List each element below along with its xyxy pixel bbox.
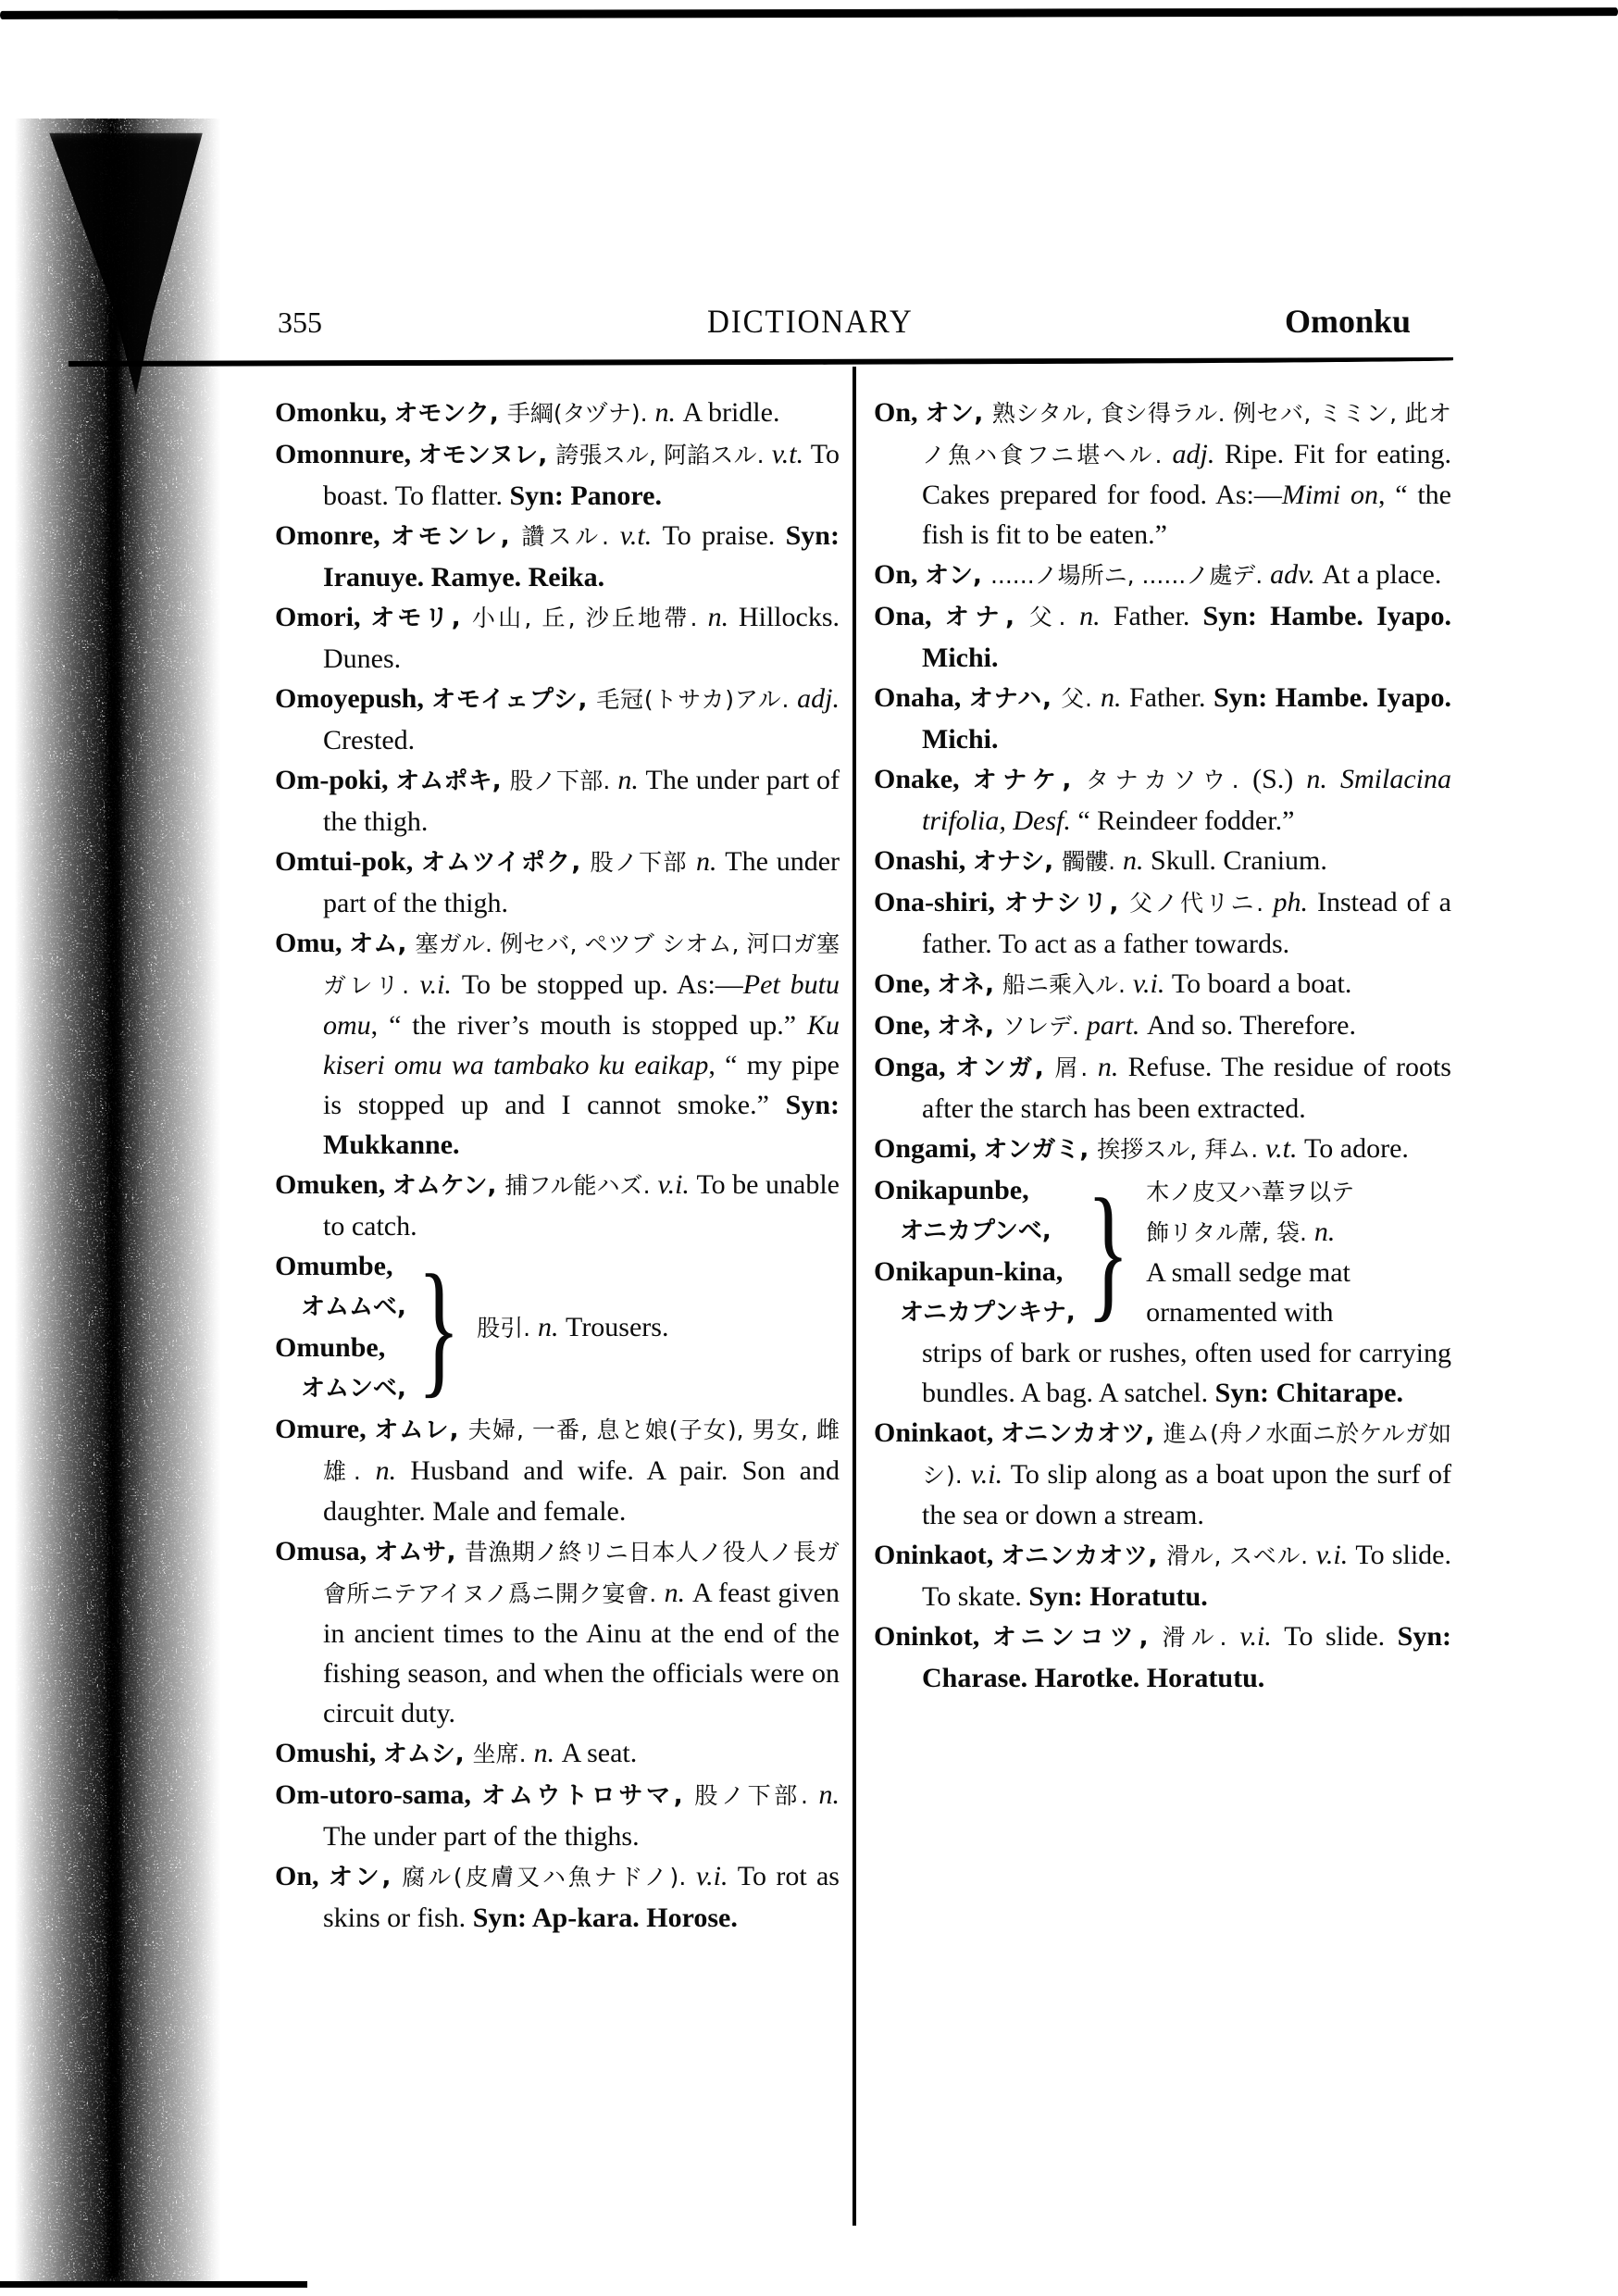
pos-text: v.i.	[1132, 968, 1172, 999]
text-run: ornamented with	[1146, 1297, 1334, 1328]
brace-headwords	[874, 1170, 1076, 1333]
pos-text: n.	[1079, 601, 1114, 631]
kana-text: オネ,	[937, 1013, 1003, 1041]
dictionary-entry	[874, 1005, 1451, 1047]
hw-text: One,	[874, 968, 938, 999]
dictionary-entry	[275, 679, 840, 760]
syn-text: Syn: Ap-kara. Horose.	[472, 1903, 738, 1933]
text-run: To boast. To flatter.	[323, 439, 840, 511]
ja-text: 屑.	[1054, 1054, 1098, 1081]
dictionary-entry	[275, 1733, 840, 1775]
ja-text: 父ノ代リニ.	[1128, 890, 1274, 917]
hw-text: Omonku,	[275, 397, 394, 428]
kana-text: オニカプンキナ,	[900, 1299, 1076, 1327]
syn-text: Syn: Mukkanne.	[323, 1090, 840, 1160]
brace-icon: }	[1086, 1167, 1130, 1335]
hw-text: Oninkaot,	[874, 1417, 1001, 1448]
entry-line	[1146, 1212, 1451, 1253]
pos-text: n.	[617, 765, 646, 795]
pos-text: n.	[538, 1312, 566, 1342]
dictionary-entry	[275, 597, 840, 679]
ja-text: 昔漁期ノ終リニ日本人ノ役人ノ長ガ會所ニテアイヌノ爲ニ開ク宴會.	[323, 1539, 840, 1607]
it-text: Pet butu omu	[323, 969, 840, 1041]
pos-text: n.	[818, 1779, 840, 1810]
hw-text: Onashi,	[874, 845, 973, 876]
ja-text: 滑ル, スベル.	[1166, 1542, 1316, 1569]
hw-text: Omtui-pok,	[275, 846, 421, 877]
kana-text: オニンカオツ,	[1001, 1542, 1167, 1570]
hw-text: Ona,	[874, 601, 945, 631]
text-run: To board a boat.	[1171, 968, 1352, 999]
syn-text: Syn: Charase. Harotke. Horatutu.	[922, 1621, 1451, 1693]
kana-text: オナハ,	[968, 685, 1062, 713]
syn-text: Syn: Panore.	[509, 480, 662, 511]
syn-text: Syn: Hambe. Iyapo. Michi.	[922, 682, 1451, 755]
ja-text: 父.	[1061, 685, 1101, 712]
text-run: , “ the river’s mouth is stopped up.”	[370, 1010, 807, 1041]
kana-text: オンガミ,	[983, 1136, 1098, 1164]
text-run: To slide. To skate.	[922, 1540, 1451, 1612]
dictionary-entry	[874, 393, 1451, 555]
kana-text: オムサ,	[374, 1539, 465, 1566]
ja-text: 讚スル.	[521, 523, 620, 550]
scan-gutter-noise	[15, 119, 231, 2283]
dictionary-entry	[275, 842, 840, 923]
ja-text: タナカソウ.	[1086, 767, 1253, 793]
ja-text: 父.	[1028, 604, 1080, 630]
dictionary-entry	[275, 923, 840, 1165]
text-run: Skull. Cranium.	[1151, 845, 1327, 876]
it-text: Smilacina trifolia, Desf.	[922, 764, 1451, 836]
pos-text: adv.	[1270, 559, 1323, 590]
ja-text: 腐ル(皮膚又ハ魚ナドノ).	[402, 1864, 697, 1890]
hw-text: Om-utoro-sama,	[275, 1779, 482, 1810]
dictionary-entry	[874, 1413, 1451, 1535]
entry-line	[874, 1210, 1076, 1252]
ja-text: 塞ガル. 例セバ, ペツブ シオム, 河口ガ塞ガレリ.	[323, 930, 840, 999]
kana-text: オン,	[328, 1864, 403, 1891]
kana-text: オナ,	[944, 604, 1029, 631]
syn-text: Syn: Horatutu.	[1028, 1581, 1208, 1612]
text-run: At a place.	[1322, 559, 1442, 590]
kana-text: オモイェプシ,	[431, 686, 597, 714]
text-run: (S.)	[1252, 764, 1307, 794]
dictionary-entry	[874, 964, 1451, 1005]
kana-text: オン,	[925, 562, 990, 590]
ja-text: 股ノ下部	[590, 849, 696, 876]
hw-text: Omushi,	[275, 1738, 383, 1768]
text-run: The under part of the thigh.	[323, 846, 840, 918]
text-run: To be unable to catch.	[323, 1169, 840, 1242]
dictionary-entry	[275, 393, 840, 434]
entry-line	[275, 1286, 406, 1328]
kana-text: オムウトロサマ,	[481, 1782, 695, 1810]
ja-text: 股ノ下部.	[694, 1782, 819, 1809]
dictionary-entry	[874, 1616, 1451, 1698]
kana-text: オンガ,	[954, 1054, 1055, 1082]
dictionary-entry	[874, 596, 1451, 678]
text-run: , “ the fish is fit to be eaten.”	[922, 480, 1451, 550]
entry-line	[275, 1328, 406, 1367]
kana-text: オン,	[925, 400, 992, 428]
text-run: A feast given in ancient times to the Ainu at the end of the fishing season, and when the officials were on circuit duty.	[323, 1578, 840, 1728]
dictionary-entry	[275, 516, 840, 597]
kana-text: オムケン,	[392, 1172, 505, 1200]
entry-line	[477, 1307, 840, 1348]
pos-text: n.	[1313, 1217, 1336, 1247]
hw-text: On,	[874, 559, 926, 590]
ja-text: 坐席.	[472, 1741, 534, 1767]
hw-text: Omunbe,	[275, 1332, 386, 1363]
entry-line	[275, 1246, 406, 1286]
text-run: The under part of the thighs.	[323, 1821, 640, 1852]
text-run: To adore.	[1304, 1133, 1409, 1164]
ja-text: 挨拶スル, 拜ム.	[1097, 1136, 1266, 1163]
hw-text: Onaha,	[874, 682, 969, 713]
dictionary-entry-continuation	[874, 1333, 1451, 1413]
hw-text: Omoyepush,	[275, 683, 432, 714]
kana-text: オムシ,	[382, 1741, 473, 1768]
pos-text: v.i.	[696, 1861, 738, 1891]
ja-text: 股ノ下部.	[509, 767, 618, 794]
kana-text: オモリ,	[370, 605, 472, 632]
entry-line	[1146, 1171, 1451, 1212]
pos-text: adj.	[797, 683, 840, 714]
pos-text: v.i.	[1239, 1621, 1285, 1652]
hw-text: Omu,	[275, 928, 350, 958]
page-title: DICTIONARY	[707, 303, 914, 340]
text-run: Hillocks. Dunes.	[323, 602, 840, 674]
hw-text: Ona-shiri,	[874, 887, 1004, 917]
ja-text: ソレデ.	[1002, 1013, 1087, 1040]
it-text: Ku kiseri omu wa tambako ku eaikap	[323, 1010, 840, 1080]
text-run: A bridle.	[682, 397, 780, 428]
kana-text: オネ,	[937, 971, 1003, 999]
dictionary-entry	[275, 1531, 840, 1733]
ja-text: 滑ル.	[1162, 1624, 1240, 1651]
scan-top-edge-line	[0, 7, 1618, 19]
pos-text: n.	[1100, 682, 1129, 713]
hw-text: Omonre,	[275, 520, 391, 551]
pos-text: n.	[695, 846, 726, 877]
dictionary-entry	[275, 1409, 840, 1531]
hw-text: Ongami,	[874, 1133, 984, 1164]
hw-text: Omori,	[275, 602, 371, 632]
hw-text: Omuken,	[275, 1169, 392, 1200]
pos-text: n.	[375, 1455, 411, 1486]
pos-text: n.	[1097, 1052, 1128, 1082]
pos-text: n.	[654, 397, 683, 428]
text-run: Ripe. Fit for eating. Cakes prepared for food. As:—	[922, 439, 1451, 510]
text-run: , “ my pipe is stopped up and I cannot smoke.”	[323, 1050, 840, 1120]
pos-text: n.	[664, 1578, 692, 1608]
kana-text: オモンヌレ,	[417, 442, 556, 469]
dictionary-entry	[275, 760, 840, 842]
running-headword: Omonku	[1285, 303, 1412, 340]
text-run: A seat.	[561, 1738, 638, 1768]
dictionary-entry	[874, 555, 1451, 596]
dictionary-entry	[874, 759, 1451, 841]
kana-text: オムポキ,	[395, 767, 510, 795]
text-run: And so. Therefore.	[1146, 1010, 1356, 1041]
text-run: “ Reindeer fodder.”	[1077, 805, 1295, 836]
dictionary-entry	[275, 1856, 840, 1938]
dictionary-entry	[874, 1535, 1451, 1616]
kana-text: オモンク,	[393, 400, 507, 428]
dictionary-entry	[874, 1047, 1451, 1129]
kana-text: オナケ,	[972, 767, 1086, 794]
kana-text: オニンコツ,	[991, 1624, 1163, 1652]
dictionary-entry	[874, 678, 1451, 759]
syn-text: Syn: Chitarape.	[1214, 1378, 1403, 1408]
dictionary-entry-brace	[275, 1243, 840, 1411]
entry-line	[1146, 1253, 1451, 1292]
pos-text: v.t.	[771, 439, 811, 469]
ja-text: 船ニ乘入ル.	[1002, 971, 1133, 998]
hw-text: Omure,	[275, 1414, 375, 1444]
right-column	[874, 393, 1451, 1698]
ja-text: 髑髏.	[1062, 848, 1124, 875]
kana-text: オムンベ,	[301, 1375, 406, 1403]
hw-text: Omonnure,	[275, 439, 418, 469]
kana-text: オニンカオツ,	[1000, 1420, 1164, 1448]
kana-text: オムレ,	[374, 1416, 468, 1444]
ja-text: 捕フル能ハズ.	[504, 1172, 658, 1199]
text-run: The under part of the thigh.	[323, 765, 840, 837]
entry-line	[874, 1170, 1076, 1210]
kana-text: オモンレ,	[390, 523, 522, 551]
ja-text: 誇張スル, 阿諂スル.	[555, 442, 772, 468]
kana-text: オム,	[349, 930, 416, 958]
ja-text: 夫婦, 一番, 息と娘(子女), 男女, 雌雄.	[323, 1416, 840, 1485]
text-run: Crested.	[323, 725, 416, 755]
text-run: Refuse. The residue of roots after the starch has been extracted.	[922, 1052, 1451, 1124]
hw-text: On,	[874, 397, 926, 428]
pos-text: v.i.	[970, 1459, 1011, 1490]
text-run: strips of bark or rushes, often used for carrying bundles. A bag. A satchel.	[922, 1338, 1451, 1408]
entry-line	[874, 1252, 1076, 1292]
pos-text: v.i.	[419, 969, 462, 1000]
dictionary-entry	[275, 1165, 840, 1246]
dictionary-entry	[275, 1775, 840, 1856]
kana-text: オナシリ,	[1003, 890, 1129, 917]
hw-text: Oninkot,	[874, 1621, 992, 1652]
ja-text: 熟シタル, 食シ得ラル. 例セバ, ミミン, 此オノ魚ハ食フニ堪ヘル.	[922, 400, 1452, 468]
pos-text: adj.	[1172, 439, 1225, 469]
dictionary-entry	[874, 1129, 1451, 1170]
pos-text: n.	[1306, 764, 1340, 794]
ja-text: 小山, 丘, 沙丘地帶.	[471, 605, 708, 631]
text-run: A small sedge mat	[1146, 1257, 1350, 1288]
text-run: Father.	[1113, 601, 1203, 631]
hw-text: Omumbe,	[275, 1251, 393, 1281]
ja-text: 毛冠(トサカ)アル.	[596, 686, 798, 713]
dictionary-entry	[874, 841, 1451, 882]
ja-text: 飾リタル蓆, 袋.	[1146, 1219, 1314, 1246]
hw-text: Om-poki,	[275, 765, 396, 795]
left-column	[275, 393, 840, 1938]
hw-text: One,	[874, 1010, 938, 1041]
text-run: To praise.	[662, 520, 786, 551]
dictionary-entry	[874, 882, 1451, 964]
syn-text: Syn: Iranuye. Ramye. Reika.	[323, 520, 840, 593]
text-run: To slide.	[1284, 1621, 1398, 1652]
ja-text: 手綱(タヅナ).	[506, 400, 655, 427]
text-run: Instead of a father. To act as a father towards.	[922, 887, 1452, 959]
brace-definition	[1146, 1171, 1451, 1332]
ja-text: 木ノ皮又ハ葦ヲ以テ	[1146, 1179, 1355, 1205]
pos-text: v.i.	[1315, 1540, 1356, 1570]
ja-text: 進ム(舟ノ水面ニ於ケルガ如シ).	[922, 1420, 1452, 1489]
brace-headwords	[275, 1246, 406, 1409]
pos-text: ph.	[1273, 887, 1318, 917]
hw-text: On,	[275, 1861, 329, 1891]
brace-icon: }	[417, 1243, 461, 1411]
dictionary-entry	[275, 434, 840, 516]
hw-text: Oninkaot,	[874, 1540, 1002, 1570]
dictionary-entry-brace	[874, 1167, 1451, 1335]
ja-text: 股引.	[477, 1315, 539, 1341]
pos-text: v.t.	[1265, 1133, 1305, 1164]
brace-definition	[477, 1307, 840, 1348]
text-run: Husband and wife. A pair. Son and daughter. Male and female.	[323, 1455, 840, 1527]
hw-text: Onga,	[874, 1052, 955, 1082]
scan-bottom-edge-line	[0, 2281, 307, 2288]
pos-text: part.	[1086, 1010, 1147, 1041]
pos-text: n.	[1123, 845, 1151, 876]
pos-text: v.t.	[619, 520, 663, 551]
hw-text: Onake,	[874, 764, 973, 794]
ja-text: ......ノ場所ニ, ......ノ處デ.	[989, 562, 1271, 589]
kana-text: オニカプンベ,	[900, 1217, 1052, 1245]
entry-line	[874, 1292, 1076, 1333]
kana-text: オナシ,	[972, 848, 1063, 876]
page-number: 355	[278, 306, 322, 339]
text-run: To rot as skins or fish.	[323, 1861, 840, 1933]
text-run: Trousers.	[566, 1312, 669, 1342]
text-run: To be stopped up. As:—	[461, 969, 743, 1000]
pos-text: n.	[707, 602, 739, 632]
syn-text: Syn: Hambe. Iyapo. Michi.	[922, 601, 1451, 673]
it-text: Mimi on	[1281, 480, 1378, 510]
kana-text: オムムベ,	[301, 1293, 406, 1321]
kana-text: オムツイポク,	[420, 849, 591, 877]
text-run: Father.	[1128, 682, 1214, 713]
entry-line	[1146, 1292, 1451, 1332]
hw-text: Onikapunbe,	[874, 1175, 1029, 1205]
column-divider	[853, 367, 856, 2226]
hw-text: Onikapun-kina,	[874, 1256, 1064, 1287]
text-run: To slip along as a boat upon the surf of the sea or down a stream.	[922, 1459, 1451, 1530]
header-rule	[68, 357, 1453, 367]
pos-text: v.i.	[657, 1169, 697, 1200]
entry-line	[275, 1367, 406, 1409]
pos-text: n.	[533, 1738, 562, 1768]
hw-text: Omusa,	[275, 1536, 375, 1566]
